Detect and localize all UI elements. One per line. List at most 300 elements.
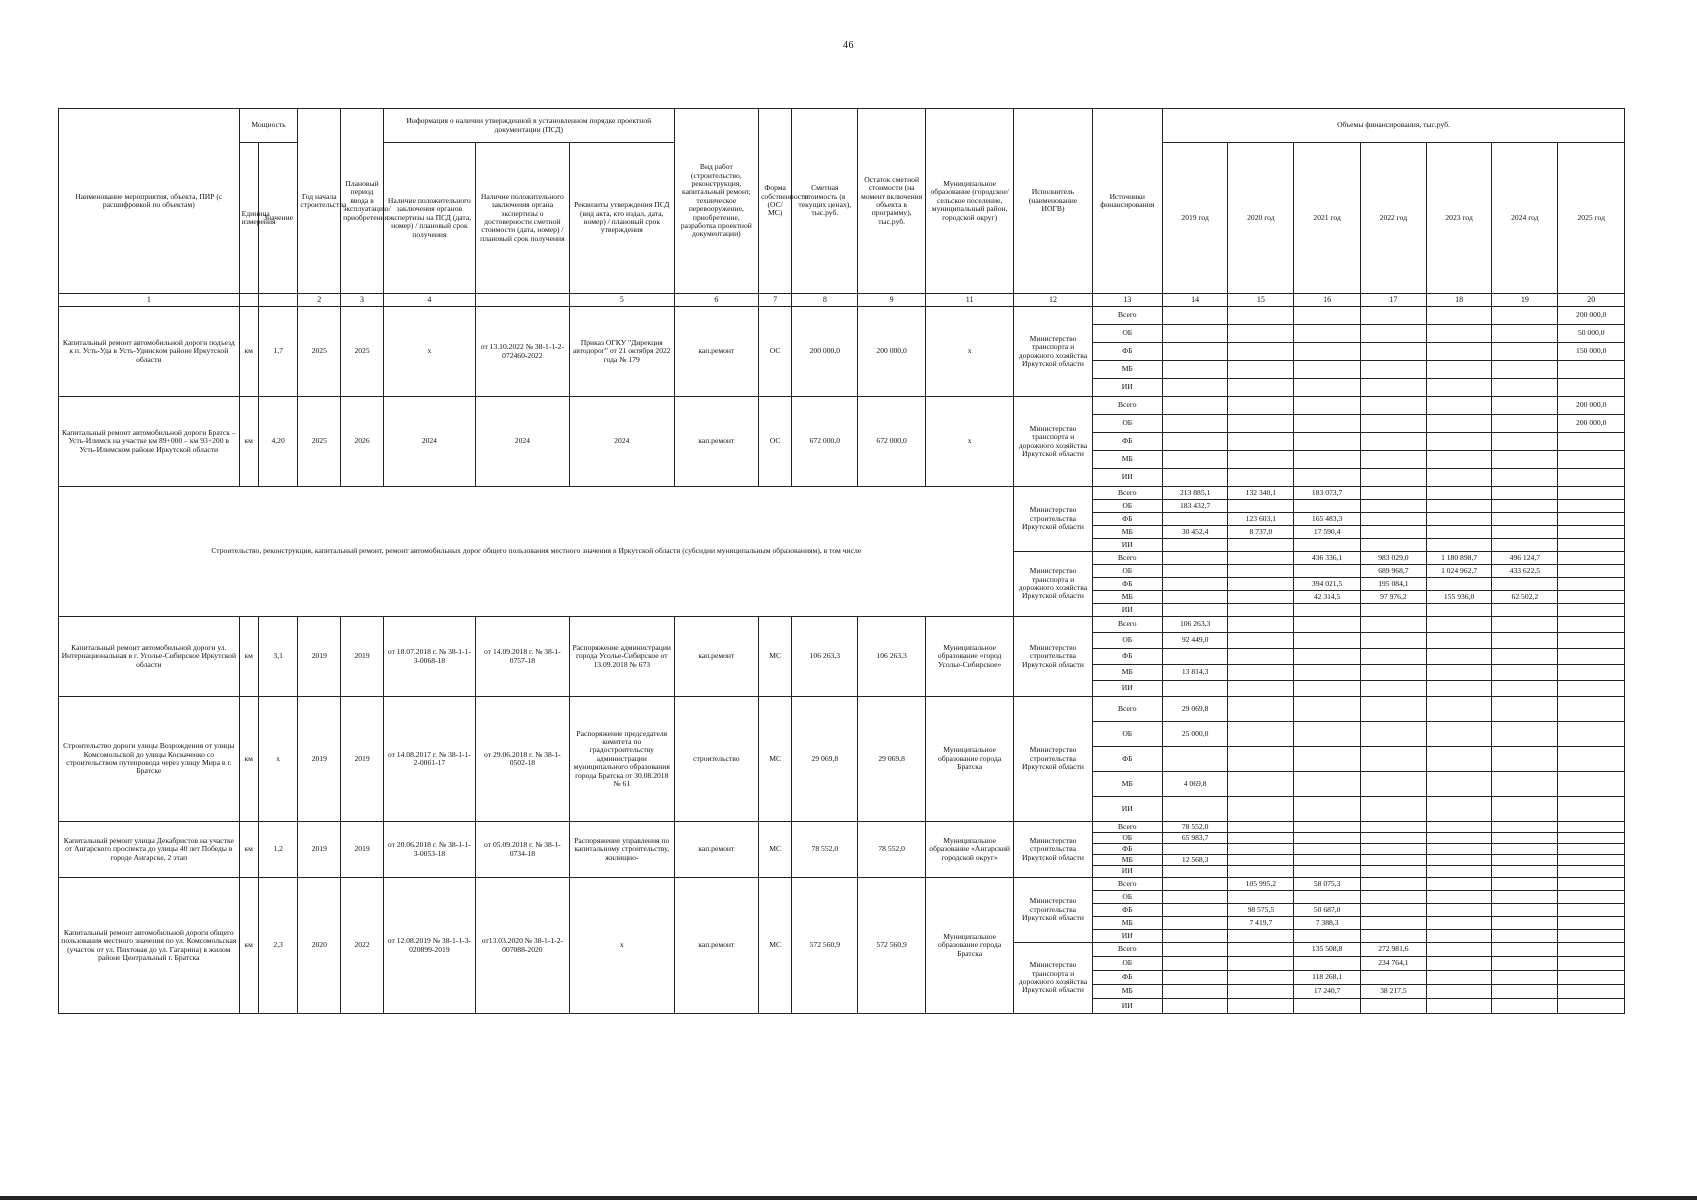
funding-value (1294, 451, 1360, 469)
funding-value (1294, 665, 1360, 681)
funding-value (1163, 904, 1228, 917)
funding-value (1360, 526, 1426, 539)
header-year: 2025 год (1558, 143, 1625, 294)
source-label: ФБ (1092, 433, 1163, 451)
funding-value (1558, 469, 1625, 487)
funding-value (1558, 487, 1625, 500)
funding-value (1427, 578, 1492, 591)
funding-value (1163, 930, 1228, 943)
funding-value (1228, 681, 1294, 697)
funding-value: 1 180 898,7 (1427, 552, 1492, 565)
funding-value (1294, 930, 1360, 943)
funding-value (1558, 565, 1625, 578)
municipality: х (925, 307, 1014, 397)
funding-value (1492, 943, 1558, 957)
work-type: строительство (674, 697, 758, 822)
psd-requisites: Распоряжение администрации города Усолье-Сибирское от 13.09.2018 № 673 (569, 617, 674, 697)
funding-value (1558, 361, 1625, 379)
funding-value (1492, 822, 1558, 833)
psd-opinion: от 18.07.2018 г. № 38-1-1-3-0068-18 (383, 617, 475, 697)
remaining-cost: 78 552,0 (858, 822, 925, 878)
funding-value (1492, 866, 1558, 878)
column-number: 12 (1014, 294, 1092, 307)
funding-value (1558, 985, 1625, 999)
source-label: ИИ (1092, 930, 1163, 943)
planned-period: 2022 (341, 878, 384, 1014)
funding-value (1228, 649, 1294, 665)
funding-value (1360, 307, 1426, 325)
funding-value: 213 885,1 (1163, 487, 1228, 500)
funding-value (1427, 855, 1492, 866)
header-psd-info: Информация о наличии утвержденной в установленном порядке проектной документации (ПСД) (383, 109, 674, 143)
funding-value (1163, 513, 1228, 526)
funding-value (1163, 844, 1228, 855)
funding-value (1492, 397, 1558, 415)
funding-value (1558, 855, 1625, 866)
header-year: 2022 год (1360, 143, 1426, 294)
funding-value: 155 936,0 (1427, 591, 1492, 604)
planned-period: 2025 (341, 307, 384, 397)
funding-value (1163, 971, 1228, 985)
funding-value: 50 687,0 (1294, 904, 1360, 917)
funding-value (1427, 971, 1492, 985)
executor: Министерство строительства Иркутской области (1014, 487, 1092, 552)
funding-value (1492, 325, 1558, 343)
funding-value (1427, 747, 1492, 772)
funding-value (1228, 971, 1294, 985)
funding-value (1228, 415, 1294, 433)
funding-value (1360, 797, 1426, 822)
funding-value (1427, 822, 1492, 833)
funding-value (1427, 833, 1492, 844)
municipality: Муниципальное образование «город Усолье-Сибирское» (925, 617, 1014, 697)
funding-value (1294, 617, 1360, 633)
bottom-rule (0, 1196, 1697, 1200)
funding-value (1228, 665, 1294, 681)
funding-value: 436 336,1 (1294, 552, 1360, 565)
funding-value (1360, 681, 1426, 697)
ownership: ОС (759, 307, 792, 397)
funding-value (1360, 379, 1426, 397)
funding-value (1427, 999, 1492, 1014)
executor: Министерство транспорта и дорожного хозяйства Иркутской области (1014, 552, 1092, 617)
funding-value (1294, 891, 1360, 904)
funding-value: 12 568,3 (1163, 855, 1228, 866)
funding-value (1492, 681, 1558, 697)
funding-value (1163, 999, 1228, 1014)
unit: км (239, 617, 258, 697)
funding-value: 7 388,3 (1294, 917, 1360, 930)
funding-value (1558, 633, 1625, 649)
funding-value (1294, 844, 1360, 855)
funding-value (1360, 697, 1426, 722)
funding-value: 165 483,3 (1294, 513, 1360, 526)
column-number: 1 (59, 294, 240, 307)
municipality: Муниципальное образование «Ангарский городской округ» (925, 822, 1014, 878)
value: х (258, 697, 298, 822)
funding-value (1427, 797, 1492, 822)
funding-value (1360, 513, 1426, 526)
funding-value (1228, 866, 1294, 878)
funding-value (1163, 415, 1228, 433)
work-type: кап.ремонт (674, 617, 758, 697)
column-number: 4 (383, 294, 475, 307)
funding-value (1228, 999, 1294, 1014)
funding-value (1492, 891, 1558, 904)
funding-value (1163, 469, 1228, 487)
header-estimated-cost: Сметная стоимость (в текущих ценах), тыс.руб. (792, 109, 858, 294)
remaining-cost: 200 000,0 (858, 307, 925, 397)
funding-value (1163, 878, 1228, 891)
funding-value (1427, 325, 1492, 343)
funding-value (1360, 833, 1426, 844)
funding-value (1492, 633, 1558, 649)
funding-value: 195 084,1 (1360, 578, 1426, 591)
funding-value: 200 000,0 (1558, 415, 1625, 433)
funding-value (1558, 604, 1625, 617)
funding-value (1360, 999, 1426, 1014)
funding-value (1360, 487, 1426, 500)
funding-value: 4 069,8 (1163, 772, 1228, 797)
source-label: ФБ (1092, 747, 1163, 772)
header-year: 2019 год (1163, 143, 1228, 294)
funding-value (1360, 891, 1426, 904)
funding-value (1228, 957, 1294, 971)
source-label: ОБ (1092, 957, 1163, 971)
funding-value (1558, 552, 1625, 565)
funding-value: 78 552,0 (1163, 822, 1228, 833)
funding-value (1360, 415, 1426, 433)
header-psd-positive-opinion: Наличие положительного заключения органов экспертизы на ПСД (дата, номер) / плановый срок получения (383, 143, 475, 294)
funding-value: 200 000,0 (1558, 397, 1625, 415)
funding-value (1558, 665, 1625, 681)
funding-value (1558, 379, 1625, 397)
funding-value (1294, 604, 1360, 617)
funding-value (1427, 866, 1492, 878)
funding-value (1163, 433, 1228, 451)
funding-value (1360, 904, 1426, 917)
funding-value (1492, 617, 1558, 633)
funding-value (1228, 772, 1294, 797)
section-title: Строительство, реконструкция, капитальный ремонт, ремонт автомобильных дорог общего пользования местного значения в Иркутской области (субсидии муниципальным образованиям), в том числе (59, 487, 1014, 617)
funding-value: 17 240,7 (1294, 985, 1360, 999)
funding-value (1163, 578, 1228, 591)
funding-value (1294, 722, 1360, 747)
funding-value (1163, 891, 1228, 904)
funding-value: 62 502,2 (1492, 591, 1558, 604)
funding-value (1558, 681, 1625, 697)
header-psd-cost-opinion: Наличие положительного заключения органа экспертизы о достоверности сметной стоимости (дата, номер) / плановый срок получения (475, 143, 569, 294)
psd-cost-opinion: от 13.10.2022 № 38-1-1-2-072460-2022 (475, 307, 569, 397)
funding-value (1427, 943, 1492, 957)
funding-value (1228, 797, 1294, 822)
funding-value (1360, 855, 1426, 866)
funding-value (1360, 325, 1426, 343)
funding-value (1360, 878, 1426, 891)
ownership: МС (759, 822, 792, 878)
funding-value (1228, 539, 1294, 552)
funding-value (1228, 500, 1294, 513)
source-label: ФБ (1092, 904, 1163, 917)
funding-value (1163, 604, 1228, 617)
start-year: 2020 (298, 878, 341, 1014)
column-number: 9 (858, 294, 925, 307)
source-label: МБ (1092, 665, 1163, 681)
funding-value (1360, 930, 1426, 943)
header-name: Наименование мероприятия, объекта, ПИР (с расшифровкой по объектам) (59, 109, 240, 294)
funding-value (1492, 415, 1558, 433)
object-name: Строительство дороги улицы Возрождения от улицы Комсомольской до улицы Коскаченко со строительством путепровода через улицу Мира в г. Братске (59, 697, 240, 822)
funding-value (1294, 379, 1360, 397)
funding-value (1163, 943, 1228, 957)
source-label: Всего (1092, 552, 1163, 565)
funding-value (1492, 487, 1558, 500)
column-number: 11 (925, 294, 1014, 307)
unit: км (239, 697, 258, 822)
object-name: Капитальный ремонт автомобильной дороги подъезд к п. Усть-Уда в Усть-Удинском районе Иркутской области (59, 307, 240, 397)
executor: Министерство строительства Иркутской области (1014, 617, 1092, 697)
source-label: МБ (1092, 526, 1163, 539)
source-label: МБ (1092, 451, 1163, 469)
source-label: ФБ (1092, 971, 1163, 985)
funding-value: 25 000,0 (1163, 722, 1228, 747)
funding-value (1163, 681, 1228, 697)
funding-value (1492, 307, 1558, 325)
column-number: 13 (1092, 294, 1163, 307)
funding-value (1558, 451, 1625, 469)
psd-opinion: от 20.06.2018 г. № 38-1-1-3-0053-18 (383, 822, 475, 878)
funding-value: 50 000,0 (1558, 325, 1625, 343)
funding-value: 1 024 962,7 (1427, 565, 1492, 578)
funding-value (1427, 904, 1492, 917)
psd-cost-opinion: от 14.09.2018 г. № 38-1-0757-18 (475, 617, 569, 697)
column-number: 8 (792, 294, 858, 307)
header-value: Значение (258, 143, 298, 294)
source-label: ФБ (1092, 513, 1163, 526)
funding-value (1492, 433, 1558, 451)
funding-value (1360, 539, 1426, 552)
funding-value: 183 073,7 (1294, 487, 1360, 500)
funding-value (1294, 833, 1360, 844)
source-label: ИИ (1092, 469, 1163, 487)
funding-value: 98 575,5 (1228, 904, 1294, 917)
unit: км (239, 822, 258, 878)
funding-value (1558, 844, 1625, 855)
funding-value (1294, 565, 1360, 578)
source-label: Всего (1092, 487, 1163, 500)
funding-value (1558, 578, 1625, 591)
municipality: Муниципальное образование города Братска (925, 878, 1014, 1014)
start-year: 2019 (298, 697, 341, 822)
funding-value (1228, 325, 1294, 343)
funding-value (1294, 772, 1360, 797)
funding-value (1558, 866, 1625, 878)
funding-value (1427, 722, 1492, 747)
funding-value (1558, 649, 1625, 665)
funding-value (1163, 649, 1228, 665)
header-municipality: Муниципальное образование (городское/сельское поселение, муниципальный район, городской округ) (925, 109, 1014, 294)
start-year: 2025 (298, 397, 341, 487)
funding-value (1228, 604, 1294, 617)
source-label: МБ (1092, 361, 1163, 379)
funding-value (1492, 379, 1558, 397)
funding-value (1492, 833, 1558, 844)
funding-value (1427, 617, 1492, 633)
funding-value (1163, 539, 1228, 552)
funding-value (1294, 633, 1360, 649)
funding-value (1427, 526, 1492, 539)
source-label: ОБ (1092, 565, 1163, 578)
funding-value (1228, 822, 1294, 833)
funding-value (1360, 604, 1426, 617)
column-number: 3 (341, 294, 384, 307)
funding-value (1228, 307, 1294, 325)
funding-value (1163, 325, 1228, 343)
funding-value (1427, 681, 1492, 697)
funding-value (1427, 772, 1492, 797)
object-name: Капитальный ремонт автомобильной дороги ул. Интернациональная в г. Усолье-Сибирское Иркутской области (59, 617, 240, 697)
psd-opinion: от 12.08.2019 № 38-1-1-3-020899-2019 (383, 878, 475, 1014)
psd-cost-opinion: от13.03.2020 № 38-1-1-2-007088-2020 (475, 878, 569, 1014)
funding-value (1163, 747, 1228, 772)
funding-value (1427, 307, 1492, 325)
funding-value (1492, 469, 1558, 487)
psd-requisites: х (569, 878, 674, 1014)
funding-value (1294, 681, 1360, 697)
funding-value (1492, 797, 1558, 822)
funding-value (1558, 957, 1625, 971)
funding-value (1427, 649, 1492, 665)
funding-value (1558, 539, 1625, 552)
header-funding: Объемы финансирования, тыс.руб. (1163, 109, 1625, 143)
source-label: Всего (1092, 307, 1163, 325)
funding-value (1294, 649, 1360, 665)
funding-value (1492, 649, 1558, 665)
object-name: Капитальный ремонт улицы Декабристов на участке от Ангарского проспекта до улицы 40 лет Победы в городе Ангарске, 2 этап (59, 822, 240, 878)
funding-value (1228, 930, 1294, 943)
psd-cost-opinion: 2024 (475, 397, 569, 487)
municipality: х (925, 397, 1014, 487)
value: 2,3 (258, 878, 298, 1014)
funding-value (1558, 917, 1625, 930)
funding-value (1427, 844, 1492, 855)
funding-value (1492, 604, 1558, 617)
funding-value: 183 432,7 (1163, 500, 1228, 513)
estimated-cost: 106 263,3 (792, 617, 858, 697)
funding-value (1492, 772, 1558, 797)
psd-opinion: 2024 (383, 397, 475, 487)
funding-value (1163, 591, 1228, 604)
source-label: МБ (1092, 855, 1163, 866)
funding-value (1427, 500, 1492, 513)
value: 4,20 (258, 397, 298, 487)
funding-value (1427, 985, 1492, 999)
funding-value (1228, 617, 1294, 633)
funding-value (1492, 722, 1558, 747)
estimated-cost: 572 560,9 (792, 878, 858, 1014)
funding-value: 65 983,7 (1163, 833, 1228, 844)
funding-value: 689 968,7 (1360, 565, 1426, 578)
psd-requisites: Распоряжение председателя комитета по градостроительству администрации муниципального образования города Братска от 30.08.2018 № 61 (569, 697, 674, 822)
header-year: 2021 год (1294, 143, 1360, 294)
funding-value (1492, 513, 1558, 526)
funding-value (1228, 343, 1294, 361)
remaining-cost: 672 000,0 (858, 397, 925, 487)
funding-value: 13 814,3 (1163, 665, 1228, 681)
funding-value (1228, 891, 1294, 904)
funding-value (1163, 552, 1228, 565)
header-year: 2024 год (1492, 143, 1558, 294)
funding-value (1360, 469, 1426, 487)
funding-value (1294, 433, 1360, 451)
psd-opinion: от 14.08.2017 г. № 38-1-1-2-0061-17 (383, 697, 475, 822)
psd-requisites: Распоряжение управления по капитальному строительству, жилищно- (569, 822, 674, 878)
source-label: ФБ (1092, 578, 1163, 591)
estimated-cost: 672 000,0 (792, 397, 858, 487)
funding-value (1558, 930, 1625, 943)
executor: Министерство транспорта и дорожного хозяйства Иркутской области (1014, 943, 1092, 1014)
funding-value (1558, 822, 1625, 833)
column-number: 15 (1228, 294, 1294, 307)
funding-value (1228, 379, 1294, 397)
source-label: ФБ (1092, 343, 1163, 361)
source-label: ОБ (1092, 833, 1163, 844)
funding-value (1360, 451, 1426, 469)
funding-value (1427, 379, 1492, 397)
funding-value (1163, 797, 1228, 822)
header-planned-period: Плановый период ввода в эксплуатацию/приобретения (341, 109, 384, 294)
funding-value (1427, 930, 1492, 943)
funding-value: 433 622,5 (1492, 565, 1558, 578)
funding-value (1360, 343, 1426, 361)
funding-value (1360, 917, 1426, 930)
column-number (475, 294, 569, 307)
header-sources: Источники финансирования (1092, 109, 1163, 294)
header-start-year: Год начала строительства (298, 109, 341, 294)
funding-value (1294, 866, 1360, 878)
source-label: ОБ (1092, 633, 1163, 649)
funding-value (1427, 891, 1492, 904)
investment-program-table (58, 108, 1625, 1014)
ownership: МС (759, 697, 792, 822)
funding-value (1427, 415, 1492, 433)
source-label: МБ (1092, 985, 1163, 999)
source-label: Всего (1092, 617, 1163, 633)
header-year: 2020 год (1228, 143, 1294, 294)
funding-value: 8 737,0 (1228, 526, 1294, 539)
start-year: 2025 (298, 307, 341, 397)
ownership: МС (759, 878, 792, 1014)
funding-value (1492, 747, 1558, 772)
funding-value (1492, 878, 1558, 891)
column-number: 17 (1360, 294, 1426, 307)
work-type: кап.ремонт (674, 878, 758, 1014)
source-label: ОБ (1092, 500, 1163, 513)
funding-value (1228, 844, 1294, 855)
funding-value (1228, 633, 1294, 649)
column-number: 19 (1492, 294, 1558, 307)
funding-value (1228, 855, 1294, 866)
funding-value: 29 069,8 (1163, 697, 1228, 722)
source-label: ИИ (1092, 681, 1163, 697)
funding-value (1558, 772, 1625, 797)
column-number: 5 (569, 294, 674, 307)
executor: Министерство транспорта и дорожного хозяйства Иркутской области (1014, 307, 1092, 397)
funding-value (1558, 433, 1625, 451)
column-number: 18 (1427, 294, 1492, 307)
funding-value (1360, 747, 1426, 772)
funding-value (1163, 985, 1228, 999)
